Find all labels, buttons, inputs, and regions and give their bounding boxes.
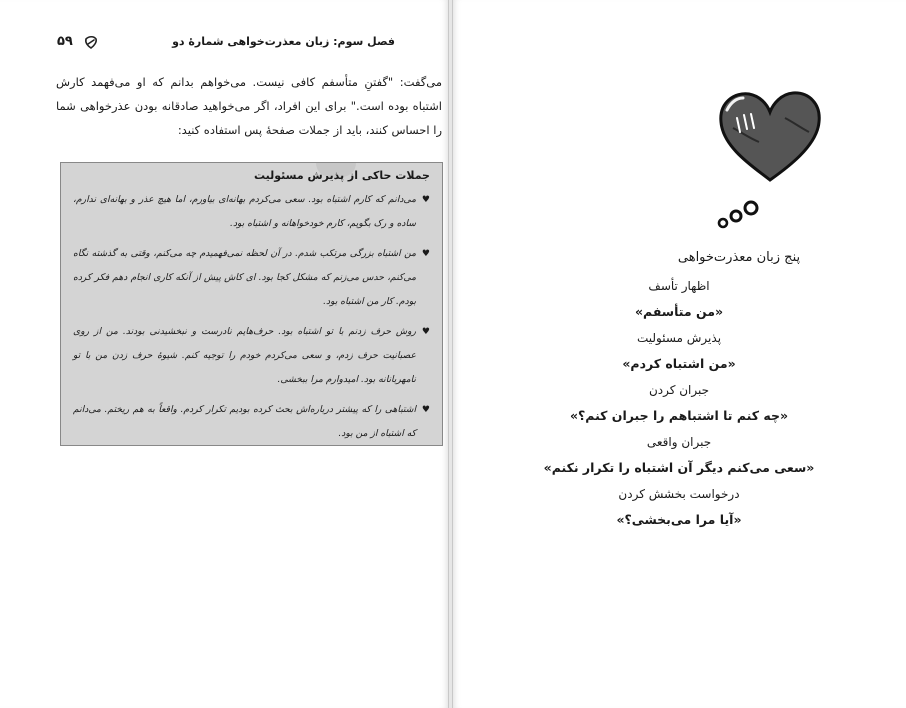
quote-item — [73, 188, 430, 236]
apology-languages-list — [452, 250, 906, 533]
language-name: پذیرش مسئولیت — [636, 331, 722, 345]
quote-box — [60, 162, 443, 446]
language-name: درخواست بخشش کردن — [618, 487, 740, 501]
quote-item-text: روش حرف زدنم با تو اشتباه بود. حرف‌هایم نادرست و نبخشیدنی بودند. من از روی عصبانیت حرف زدم، و سعی می‌کردم خودم را توجیه کنم. شیوهٔ حرف زدن من با تو نامهربانانه بود. امیدوارم مرا ببخشی. — [73, 326, 416, 385]
quote-item-text: من اشتباه بزرگی مرتکب شدم. در آن لحظه نمی‌فهمیدم چه می‌کنم، وقتی به گذشته نگاه می‌کنم، حدس می‌زنم که مشکل کجا بود. ای کاش پیش از آنکه کاری انجام دهم فکر کرده بودم. کار من اشتباه بود. — [73, 248, 416, 307]
quote-item-text: می‌دانم که کارم اشتباه بود. سعی می‌کردم بهانه‌ای بیاورم، اما هیچ عذر و بهانه‌ای ندارم، ساده و رک بگویم، کارم خودخواهانه و اشتباه بود. — [73, 194, 416, 229]
language-phrase: «من اشتباه کردم» — [622, 356, 736, 371]
heart-doodle-icon — [83, 35, 99, 51]
languages-title: پنج زبان معذرت‌خواهی — [677, 250, 801, 265]
language-phrase: «آیا مرا می‌بخشی؟» — [616, 512, 742, 527]
quote-item — [73, 242, 430, 314]
heart-bullet-icon: ♥ — [421, 405, 430, 415]
page-number: ۵۹ — [57, 34, 73, 49]
quote-item — [73, 320, 430, 392]
heart-bullet-icon: ♥ — [421, 195, 430, 205]
heart-icon — [715, 88, 825, 184]
left-page — [0, 0, 449, 708]
language-name: اظهار تأسف — [648, 279, 710, 293]
language-name: جبران واقعی — [646, 435, 712, 449]
quote-box-title: جملات حاکی از پذیرش مسئولیت — [253, 169, 430, 182]
language-phrase: «چه کنم تا اشتباهم را جبران کنم؟» — [569, 408, 789, 423]
page-header — [57, 34, 395, 54]
intro-text: می‌گفت: "گفتنِ متأسفم کافی نیست. می‌خواهم بدانم که او می‌فهمد کارش اشتباه بوده است." برای این افراد، اگر می‌خواهید صادقانه بودن عذرخواهی شما را احساس کنند، باید از جملات صفحهٔ پس استفاده کنید: — [56, 75, 442, 137]
intro-paragraph — [56, 70, 442, 142]
heart-bullet-icon: ♥ — [421, 327, 430, 337]
heart-bullet-icon: ♥ — [421, 249, 430, 259]
language-phrase: «من متأسفم» — [634, 304, 724, 319]
quote-item — [73, 398, 430, 446]
language-name: جبران کردن — [648, 383, 710, 397]
language-phrase: «سعی می‌کنم دیگر آن اشتباه را تکرار نکنم» — [543, 460, 815, 475]
thought-bubbles-icon — [712, 196, 762, 236]
chapter-title: فصل سوم: زبان معذرت‌خواهی شمارهٔ دو — [172, 35, 395, 48]
quote-item-text: اشتباهی را که پیشتر درباره‌اش بحث کرده بودیم تکرار کردم. واقعاً به هم ریختم. می‌دانم که اشتباه از من بود. — [73, 404, 416, 439]
